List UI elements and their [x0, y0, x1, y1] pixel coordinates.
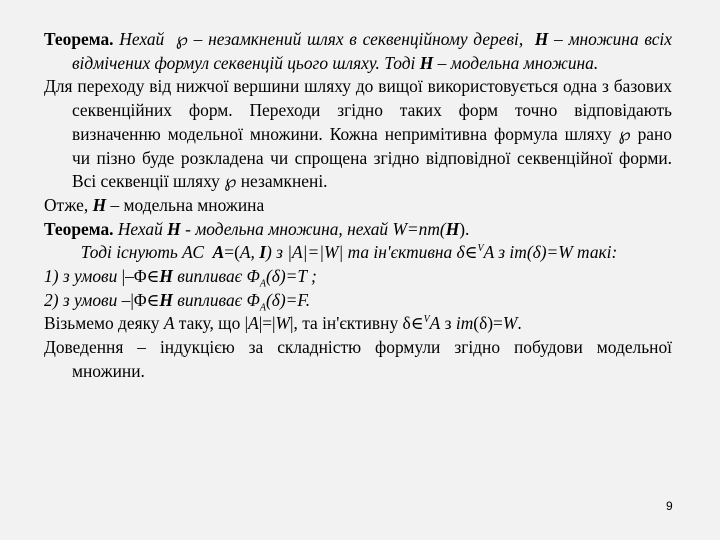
set-h: H [419, 52, 434, 73]
paragraph-conclusion [44, 194, 672, 218]
text: Нехай [119, 29, 165, 49]
var-w: W [275, 313, 291, 334]
theorem-label: Теорема. [44, 218, 114, 239]
set-h: H [445, 218, 460, 239]
text: – незамкнений шлях в секвенційному дереві, [193, 29, 524, 49]
interpretation-i: I [259, 242, 266, 263]
text: (δ)=F. [265, 289, 311, 310]
paragraph-proof-idea [44, 75, 672, 194]
text: Для переходу від нижчої вершини шляху до вищої використовується одна з базових секвенційних форм. Переходи згідно таких форм точно відповідають визначенню модельної множини. Кожна непримітивна формула шляху [44, 76, 672, 144]
text: |, та ін'єктивну δ∈ [290, 313, 424, 334]
text: 2) з умови [44, 289, 122, 310]
theorem-label: Теорема. [44, 29, 114, 49]
text: |=| [258, 313, 276, 334]
turnstile-true-icon: |– [121, 266, 134, 287]
var-a: A [163, 313, 175, 334]
text: . [517, 313, 522, 334]
page-number: 9 [666, 499, 673, 513]
text: з [440, 313, 456, 334]
text: – модельна множина [110, 194, 265, 215]
text: Доведення – індукцією за складністю формули згідно побудови модельної множини. [44, 337, 672, 381]
theorem-1 [44, 28, 672, 75]
text: випливає Φ [172, 289, 260, 310]
slide-content [44, 28, 672, 384]
weierstrass-symbol: ℘ [224, 171, 237, 192]
text: =( [224, 242, 240, 263]
text: 1) з умови [44, 266, 122, 287]
paragraph-take [44, 312, 672, 336]
text: Візьмемо деяку [44, 313, 164, 334]
text: Φ∈ [133, 266, 160, 287]
subscript-a: A [259, 302, 266, 314]
text: Тоді існують АС [80, 242, 204, 263]
text: im [455, 313, 474, 334]
turnstile-false-icon: –| [121, 289, 134, 310]
set-h: H [92, 194, 107, 215]
set-h: H [534, 29, 549, 49]
text: im(δ)=W такі: [509, 242, 618, 263]
paragraph-proof [44, 336, 672, 383]
text: ) з |A|=|W| та ін'єктивна δ∈ [266, 242, 478, 263]
text: – модельна множина. [437, 52, 599, 73]
text: A з [483, 242, 506, 263]
text: рано чи пізно буде розкладена чи спрощена згідно відповідної секвенційної форми. Всі секвенції шляху [72, 123, 672, 192]
set-h: H [159, 289, 173, 310]
superscript-v: V [423, 314, 430, 326]
text: A, [239, 242, 260, 263]
weierstrass-symbol: ℘ [175, 29, 188, 49]
text: (δ)=T ; [265, 266, 317, 287]
set-h: H [159, 266, 173, 287]
text: незамкнені. [240, 171, 328, 192]
text: Нехай [117, 218, 163, 239]
text: - модельна множина, нехай W=nm( [185, 218, 446, 239]
condition-1 [44, 265, 672, 289]
subscript-a: A [259, 278, 266, 290]
text: таку, що | [174, 313, 249, 334]
set-h: H [167, 218, 181, 239]
text: ). [459, 218, 470, 239]
weierstrass-symbol: ℘ [618, 123, 631, 144]
var-a: A [248, 313, 259, 334]
text: Отже, [44, 194, 89, 215]
var-w: W [502, 313, 518, 334]
structure-a: A [212, 242, 225, 263]
theorem-2 [44, 218, 672, 265]
text: – множина всіх відмічених формул секвенцій цього шляху. Тоді [72, 29, 672, 73]
superscript-v: V [477, 243, 484, 255]
var-a: A [429, 313, 441, 334]
text: (δ)= [473, 313, 503, 334]
text: випливає Φ [172, 266, 260, 287]
condition-2 [44, 289, 672, 313]
text: Φ∈ [133, 289, 160, 310]
